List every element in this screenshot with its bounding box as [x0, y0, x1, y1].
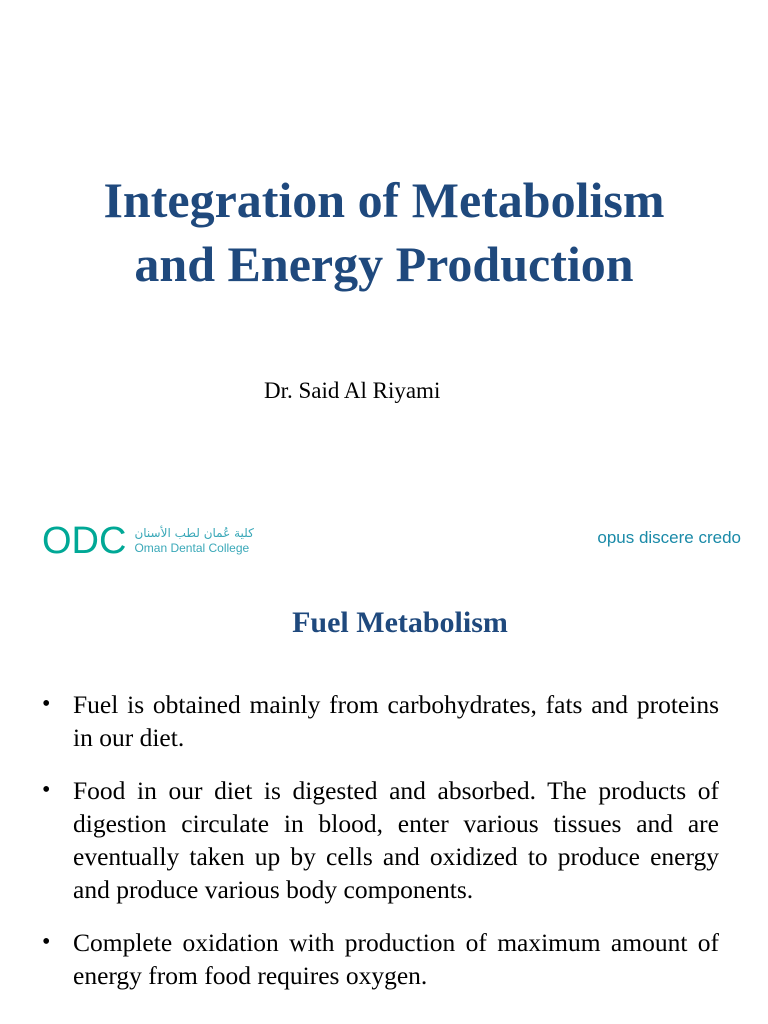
motto: opus discere credo: [597, 528, 741, 547]
content-slide: [0, 580, 768, 1024]
bullet-text: Complete oxidation with production of maximum amount of energy from food requires oxygen.: [73, 928, 719, 990]
logo-mark: ODC: [42, 520, 127, 562]
bullet-icon: •: [42, 777, 51, 803]
bullet-text: Food in our diet is digested and absorbed. The products of digestion circulate in blood, enter various tissues and are eventually taken up by cells and oxidized to produce energy and produce various body components.: [73, 776, 719, 904]
bullet-text: Fuel is obtained mainly from carbohydrates, fats and proteins in our diet.: [73, 690, 719, 752]
bullet-list: [0, 688, 768, 1012]
bullet-item: [0, 688, 768, 754]
bullet-icon: •: [42, 691, 51, 717]
odc-logo: [42, 520, 254, 562]
bullet-item: [0, 926, 768, 992]
author-name: Dr. Said Al Riyami: [264, 378, 441, 403]
bullet-icon: •: [42, 929, 51, 955]
logo-arabic-name: كلية عُمان لطب الأسنان: [134, 526, 254, 540]
logo-text: [134, 526, 253, 556]
logo-english-name: Oman Dental College: [134, 541, 250, 555]
main-title-line-2: and Energy Production: [134, 236, 634, 292]
section-title: Fuel Metabolism: [292, 606, 508, 639]
bullet-item: [0, 774, 768, 906]
main-title-line-1: Integration of Metabolism: [103, 172, 665, 228]
main-title: [0, 168, 768, 296]
